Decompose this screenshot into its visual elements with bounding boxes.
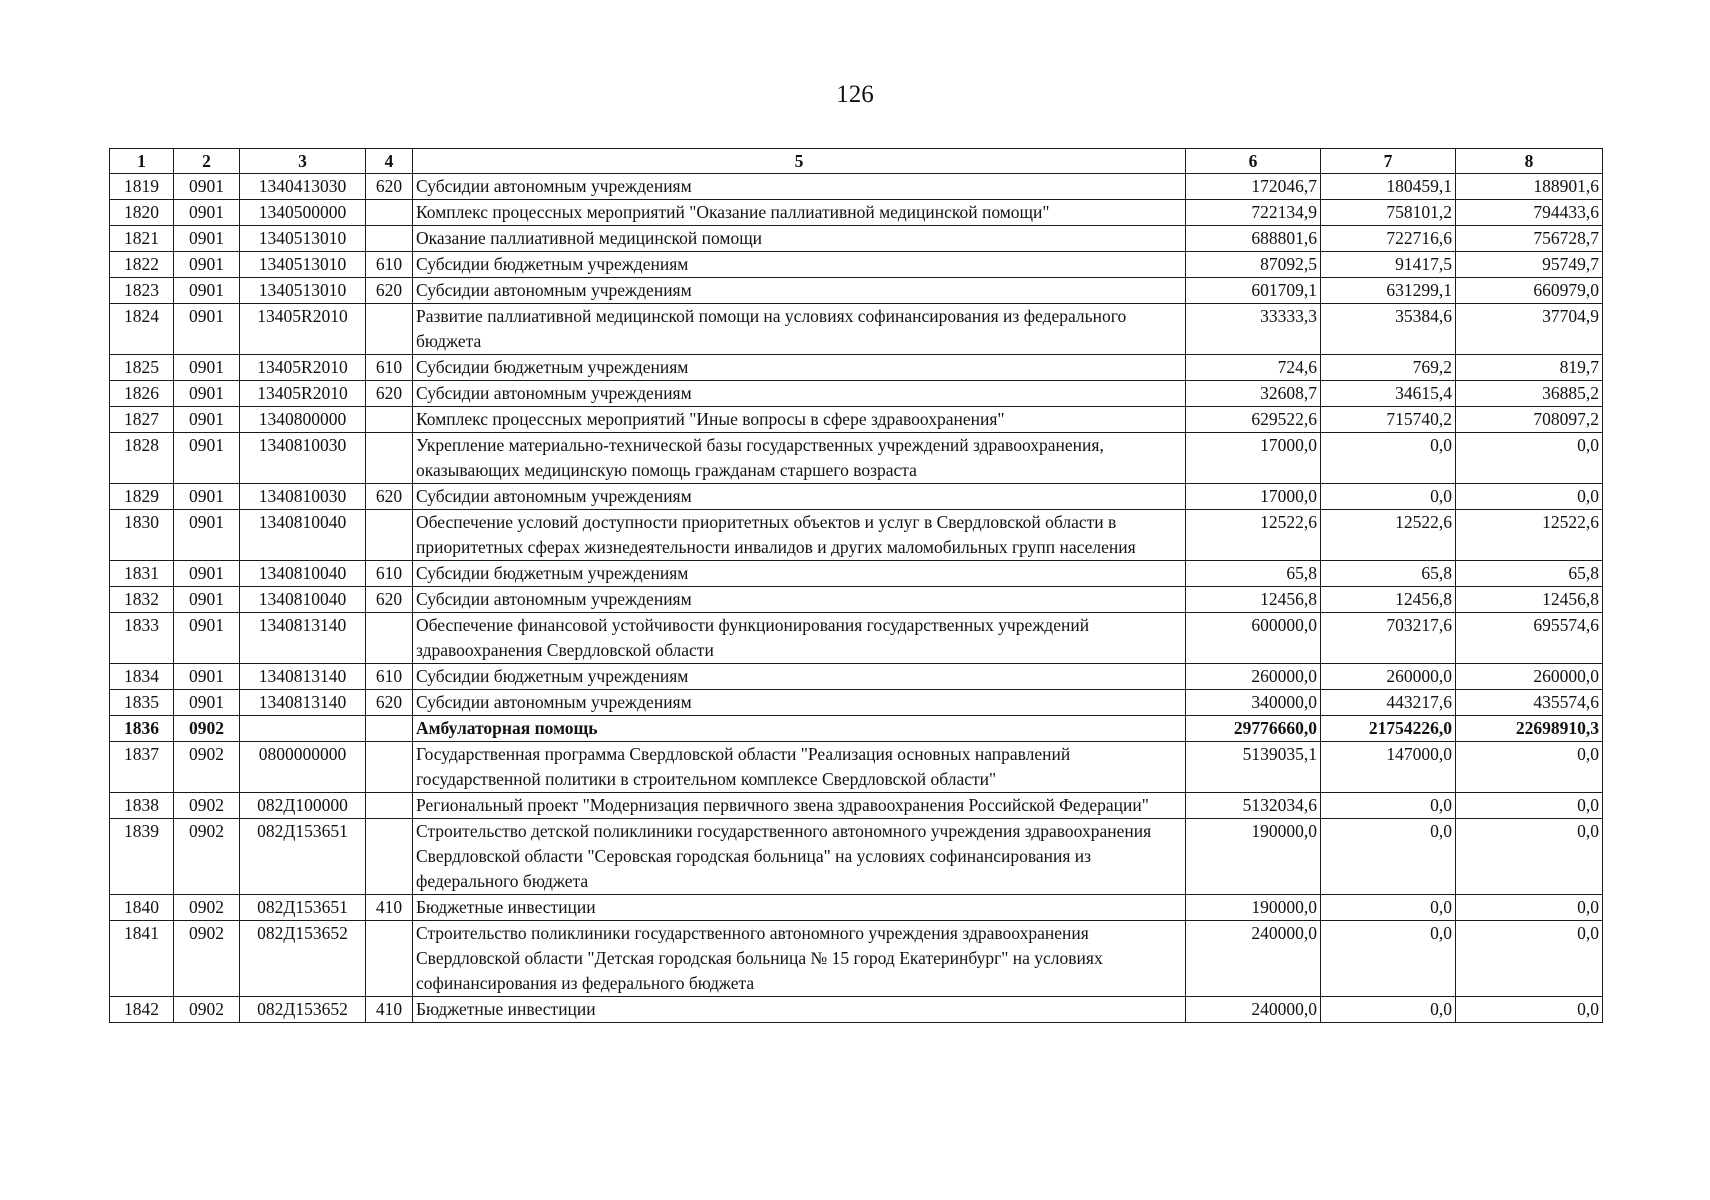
table-row: [110, 252, 1603, 278]
amount-col8-cell: 819,7: [1456, 355, 1603, 381]
target-code-cell: 1340513010: [240, 226, 366, 252]
amount-col6-cell: 240000,0: [1186, 921, 1321, 997]
amount-col8-cell: 756728,7: [1456, 226, 1603, 252]
expense-type-cell: [366, 304, 413, 355]
row-number-cell: 1821: [110, 226, 174, 252]
amount-col7-cell: 0,0: [1321, 484, 1456, 510]
amount-col8-cell: 708097,2: [1456, 407, 1603, 433]
amount-col8-cell: 36885,2: [1456, 381, 1603, 407]
row-number-cell: 1836: [110, 716, 174, 742]
table-row: [110, 997, 1603, 1023]
table-row: [110, 484, 1603, 510]
item-name-cell: Укрепление материально-технической базы государственных учреждений здравоохранения, оказывающих медицинскую помощь гражданам старшего возраста: [413, 433, 1186, 484]
item-name-cell: Субсидии автономным учреждениям: [413, 278, 1186, 304]
item-name-cell: Субсидии бюджетным учреждениям: [413, 561, 1186, 587]
expense-type-cell: [366, 407, 413, 433]
row-number-cell: 1842: [110, 997, 174, 1023]
amount-col7-cell: 12456,8: [1321, 587, 1456, 613]
amount-col8-cell: 260000,0: [1456, 664, 1603, 690]
target-code-cell: 082Д153651: [240, 895, 366, 921]
row-number-cell: 1819: [110, 174, 174, 200]
item-name-cell: Комплекс процессных мероприятий "Иные вопросы в сфере здравоохранения": [413, 407, 1186, 433]
row-number-cell: 1830: [110, 510, 174, 561]
row-number-cell: 1840: [110, 895, 174, 921]
amount-col6-cell: 12522,6: [1186, 510, 1321, 561]
amount-col7-cell: 180459,1: [1321, 174, 1456, 200]
item-name-cell: Региональный проект "Модернизация первичного звена здравоохранения Российской Федерации": [413, 793, 1186, 819]
section-code-cell: 0902: [174, 921, 240, 997]
target-code-cell: 1340513010: [240, 252, 366, 278]
amount-col6-cell: 87092,5: [1186, 252, 1321, 278]
row-number-cell: 1829: [110, 484, 174, 510]
table-row: [110, 793, 1603, 819]
expense-type-cell: [366, 742, 413, 793]
table-row: [110, 921, 1603, 997]
target-code-cell: 13405R2010: [240, 381, 366, 407]
amount-col8-cell: 0,0: [1456, 819, 1603, 895]
expense-type-cell: 620: [366, 381, 413, 407]
target-code-cell: 082Д153652: [240, 997, 366, 1023]
item-name-cell: Амбулаторная помощь: [413, 716, 1186, 742]
table-row: [110, 690, 1603, 716]
table-row: [110, 381, 1603, 407]
column-header: 7: [1321, 149, 1456, 174]
row-number-cell: 1834: [110, 664, 174, 690]
amount-col8-cell: 0,0: [1456, 433, 1603, 484]
table-row: [110, 510, 1603, 561]
column-header: 1: [110, 149, 174, 174]
target-code-cell: 1340800000: [240, 407, 366, 433]
expense-type-cell: [366, 433, 413, 484]
amount-col8-cell: 435574,6: [1456, 690, 1603, 716]
section-code-cell: 0901: [174, 200, 240, 226]
expense-type-cell: 610: [366, 355, 413, 381]
target-code-cell: 082Д153652: [240, 921, 366, 997]
amount-col6-cell: 17000,0: [1186, 433, 1321, 484]
target-code-cell: 1340813140: [240, 613, 366, 664]
row-number-cell: 1828: [110, 433, 174, 484]
amount-col7-cell: 758101,2: [1321, 200, 1456, 226]
table-row: [110, 613, 1603, 664]
item-name-cell: Строительство поликлиники государственного автономного учреждения здравоохранения Свердловской области "Детская городская больница № 15 город Екатеринбург" на условиях софинансирования из федерального бюджета: [413, 921, 1186, 997]
table-row: [110, 174, 1603, 200]
amount-col8-cell: 794433,6: [1456, 200, 1603, 226]
target-code-cell: 1340513010: [240, 278, 366, 304]
section-code-cell: 0901: [174, 407, 240, 433]
amount-col6-cell: 190000,0: [1186, 819, 1321, 895]
amount-col8-cell: 0,0: [1456, 793, 1603, 819]
amount-col6-cell: 17000,0: [1186, 484, 1321, 510]
target-code-cell: 082Д153651: [240, 819, 366, 895]
section-code-cell: 0901: [174, 278, 240, 304]
section-code-cell: 0901: [174, 484, 240, 510]
expense-type-cell: 410: [366, 895, 413, 921]
amount-col8-cell: 0,0: [1456, 895, 1603, 921]
amount-col6-cell: 724,6: [1186, 355, 1321, 381]
amount-col7-cell: 443217,6: [1321, 690, 1456, 716]
item-name-cell: Государственная программа Свердловской области "Реализация основных направлений государственной политики в строительном комплексе Свердловской области": [413, 742, 1186, 793]
target-code-cell: 1340413030: [240, 174, 366, 200]
item-name-cell: Субсидии бюджетным учреждениям: [413, 252, 1186, 278]
item-name-cell: Субсидии автономным учреждениям: [413, 690, 1186, 716]
expense-type-cell: [366, 613, 413, 664]
amount-col8-cell: 695574,6: [1456, 613, 1603, 664]
section-code-cell: 0901: [174, 587, 240, 613]
expense-type-cell: [366, 200, 413, 226]
amount-col7-cell: 631299,1: [1321, 278, 1456, 304]
section-code-cell: 0901: [174, 252, 240, 278]
amount-col7-cell: 0,0: [1321, 895, 1456, 921]
row-number-cell: 1837: [110, 742, 174, 793]
amount-col7-cell: 21754226,0: [1321, 716, 1456, 742]
item-name-cell: Субсидии автономным учреждениям: [413, 587, 1186, 613]
table-row: [110, 226, 1603, 252]
section-code-cell: 0901: [174, 355, 240, 381]
item-name-cell: Субсидии бюджетным учреждениям: [413, 664, 1186, 690]
amount-col7-cell: 715740,2: [1321, 407, 1456, 433]
table-row: [110, 742, 1603, 793]
column-header: 6: [1186, 149, 1321, 174]
table-row: [110, 355, 1603, 381]
amount-col6-cell: 340000,0: [1186, 690, 1321, 716]
row-number-cell: 1827: [110, 407, 174, 433]
amount-col6-cell: 601709,1: [1186, 278, 1321, 304]
item-name-cell: Бюджетные инвестиции: [413, 997, 1186, 1023]
column-header: 4: [366, 149, 413, 174]
amount-col8-cell: 0,0: [1456, 997, 1603, 1023]
row-number-cell: 1838: [110, 793, 174, 819]
amount-col7-cell: 35384,6: [1321, 304, 1456, 355]
expense-type-cell: 620: [366, 690, 413, 716]
expense-type-cell: 620: [366, 587, 413, 613]
table-row: [110, 561, 1603, 587]
budget-table: [109, 148, 1603, 1023]
item-name-cell: Субсидии автономным учреждениям: [413, 381, 1186, 407]
amount-col8-cell: 95749,7: [1456, 252, 1603, 278]
amount-col8-cell: 0,0: [1456, 921, 1603, 997]
amount-col6-cell: 260000,0: [1186, 664, 1321, 690]
item-name-cell: Субсидии автономным учреждениям: [413, 174, 1186, 200]
amount-col8-cell: 0,0: [1456, 742, 1603, 793]
row-number-cell: 1831: [110, 561, 174, 587]
column-header: 8: [1456, 149, 1603, 174]
section-code-cell: 0901: [174, 690, 240, 716]
amount-col8-cell: 0,0: [1456, 484, 1603, 510]
section-code-cell: 0901: [174, 304, 240, 355]
item-name-cell: Субсидии бюджетным учреждениям: [413, 355, 1186, 381]
amount-col7-cell: 0,0: [1321, 819, 1456, 895]
row-number-cell: 1826: [110, 381, 174, 407]
expense-type-cell: 410: [366, 997, 413, 1023]
table-row: [110, 433, 1603, 484]
amount-col7-cell: 769,2: [1321, 355, 1456, 381]
row-number-cell: 1824: [110, 304, 174, 355]
amount-col7-cell: 703217,6: [1321, 613, 1456, 664]
target-code-cell: 1340813140: [240, 664, 366, 690]
amount-col7-cell: 65,8: [1321, 561, 1456, 587]
item-name-cell: Комплекс процессных мероприятий "Оказание паллиативной медицинской помощи": [413, 200, 1186, 226]
target-code-cell: 1340810030: [240, 433, 366, 484]
table-row: [110, 895, 1603, 921]
section-code-cell: 0901: [174, 226, 240, 252]
amount-col6-cell: 32608,7: [1186, 381, 1321, 407]
item-name-cell: Оказание паллиативной медицинской помощи: [413, 226, 1186, 252]
amount-col6-cell: 722134,9: [1186, 200, 1321, 226]
amount-col7-cell: 0,0: [1321, 793, 1456, 819]
amount-col6-cell: 5139035,1: [1186, 742, 1321, 793]
amount-col6-cell: 600000,0: [1186, 613, 1321, 664]
table-row: [110, 716, 1603, 742]
target-code-cell: 1340810040: [240, 587, 366, 613]
page-number: 126: [836, 81, 874, 108]
target-code-cell: [240, 716, 366, 742]
amount-col7-cell: 722716,6: [1321, 226, 1456, 252]
section-code-cell: 0901: [174, 613, 240, 664]
amount-col6-cell: 65,8: [1186, 561, 1321, 587]
expense-type-cell: 610: [366, 664, 413, 690]
target-code-cell: 1340813140: [240, 690, 366, 716]
table-row: [110, 200, 1603, 226]
section-code-cell: 0901: [174, 381, 240, 407]
amount-col7-cell: 34615,4: [1321, 381, 1456, 407]
item-name-cell: Обеспечение условий доступности приоритетных объектов и услуг в Свердловской области в приоритетных сферах жизнедеятельности инвалидов и других маломобильных групп населения: [413, 510, 1186, 561]
target-code-cell: 1340810040: [240, 561, 366, 587]
row-number-cell: 1833: [110, 613, 174, 664]
amount-col7-cell: 260000,0: [1321, 664, 1456, 690]
target-code-cell: 1340810030: [240, 484, 366, 510]
amount-col6-cell: 240000,0: [1186, 997, 1321, 1023]
amount-col7-cell: 91417,5: [1321, 252, 1456, 278]
table-row: [110, 819, 1603, 895]
item-name-cell: Строительство детской поликлиники государственного автономного учреждения здравоохранения Свердловской области "Серовская городская больница" на условиях софинансирования из федерального бюджета: [413, 819, 1186, 895]
table-row: [110, 304, 1603, 355]
amount-col8-cell: 12522,6: [1456, 510, 1603, 561]
expense-type-cell: [366, 921, 413, 997]
expense-type-cell: 620: [366, 484, 413, 510]
row-number-cell: 1841: [110, 921, 174, 997]
row-number-cell: 1832: [110, 587, 174, 613]
section-code-cell: 0902: [174, 895, 240, 921]
section-code-cell: 0902: [174, 742, 240, 793]
column-header: 5: [413, 149, 1186, 174]
amount-col8-cell: 660979,0: [1456, 278, 1603, 304]
target-code-cell: 1340500000: [240, 200, 366, 226]
section-code-cell: 0901: [174, 664, 240, 690]
expense-type-cell: 620: [366, 278, 413, 304]
amount-col6-cell: 629522,6: [1186, 407, 1321, 433]
amount-col6-cell: 5132034,6: [1186, 793, 1321, 819]
target-code-cell: 0800000000: [240, 742, 366, 793]
section-code-cell: 0902: [174, 997, 240, 1023]
amount-col8-cell: 188901,6: [1456, 174, 1603, 200]
expense-type-cell: 610: [366, 252, 413, 278]
section-code-cell: 0901: [174, 561, 240, 587]
section-code-cell: 0902: [174, 819, 240, 895]
target-code-cell: 082Д100000: [240, 793, 366, 819]
row-number-cell: 1835: [110, 690, 174, 716]
amount-col7-cell: 147000,0: [1321, 742, 1456, 793]
row-number-cell: 1820: [110, 200, 174, 226]
amount-col8-cell: 12456,8: [1456, 587, 1603, 613]
amount-col6-cell: 12456,8: [1186, 587, 1321, 613]
target-code-cell: 13405R2010: [240, 355, 366, 381]
item-name-cell: Субсидии автономным учреждениям: [413, 484, 1186, 510]
column-header: 2: [174, 149, 240, 174]
row-number-cell: 1825: [110, 355, 174, 381]
column-header: 3: [240, 149, 366, 174]
section-code-cell: 0902: [174, 716, 240, 742]
amount-col8-cell: 37704,9: [1456, 304, 1603, 355]
section-code-cell: 0901: [174, 510, 240, 561]
expense-type-cell: [366, 510, 413, 561]
section-code-cell: 0902: [174, 793, 240, 819]
amount-col7-cell: 12522,6: [1321, 510, 1456, 561]
expense-type-cell: 610: [366, 561, 413, 587]
target-code-cell: 1340810040: [240, 510, 366, 561]
row-number-cell: 1839: [110, 819, 174, 895]
item-name-cell: Развитие паллиативной медицинской помощи на условиях софинансирования из федерального бюджета: [413, 304, 1186, 355]
table-header-row: [110, 149, 1603, 174]
amount-col7-cell: 0,0: [1321, 997, 1456, 1023]
amount-col6-cell: 172046,7: [1186, 174, 1321, 200]
expense-type-cell: [366, 793, 413, 819]
amount-col8-cell: 22698910,3: [1456, 716, 1603, 742]
table-row: [110, 587, 1603, 613]
amount-col6-cell: 190000,0: [1186, 895, 1321, 921]
row-number-cell: 1823: [110, 278, 174, 304]
amount-col6-cell: 33333,3: [1186, 304, 1321, 355]
expense-type-cell: [366, 716, 413, 742]
expense-type-cell: [366, 226, 413, 252]
section-code-cell: 0901: [174, 433, 240, 484]
expense-type-cell: [366, 819, 413, 895]
amount-col7-cell: 0,0: [1321, 921, 1456, 997]
table-body: [110, 174, 1603, 1023]
target-code-cell: 13405R2010: [240, 304, 366, 355]
item-name-cell: Бюджетные инвестиции: [413, 895, 1186, 921]
section-code-cell: 0901: [174, 174, 240, 200]
table-row: [110, 278, 1603, 304]
expense-type-cell: 620: [366, 174, 413, 200]
amount-col6-cell: 688801,6: [1186, 226, 1321, 252]
amount-col6-cell: 29776660,0: [1186, 716, 1321, 742]
item-name-cell: Обеспечение финансовой устойчивости функционирования государственных учреждений здравоохранения Свердловской области: [413, 613, 1186, 664]
table-row: [110, 664, 1603, 690]
amount-col8-cell: 65,8: [1456, 561, 1603, 587]
amount-col7-cell: 0,0: [1321, 433, 1456, 484]
table-row: [110, 407, 1603, 433]
row-number-cell: 1822: [110, 252, 174, 278]
